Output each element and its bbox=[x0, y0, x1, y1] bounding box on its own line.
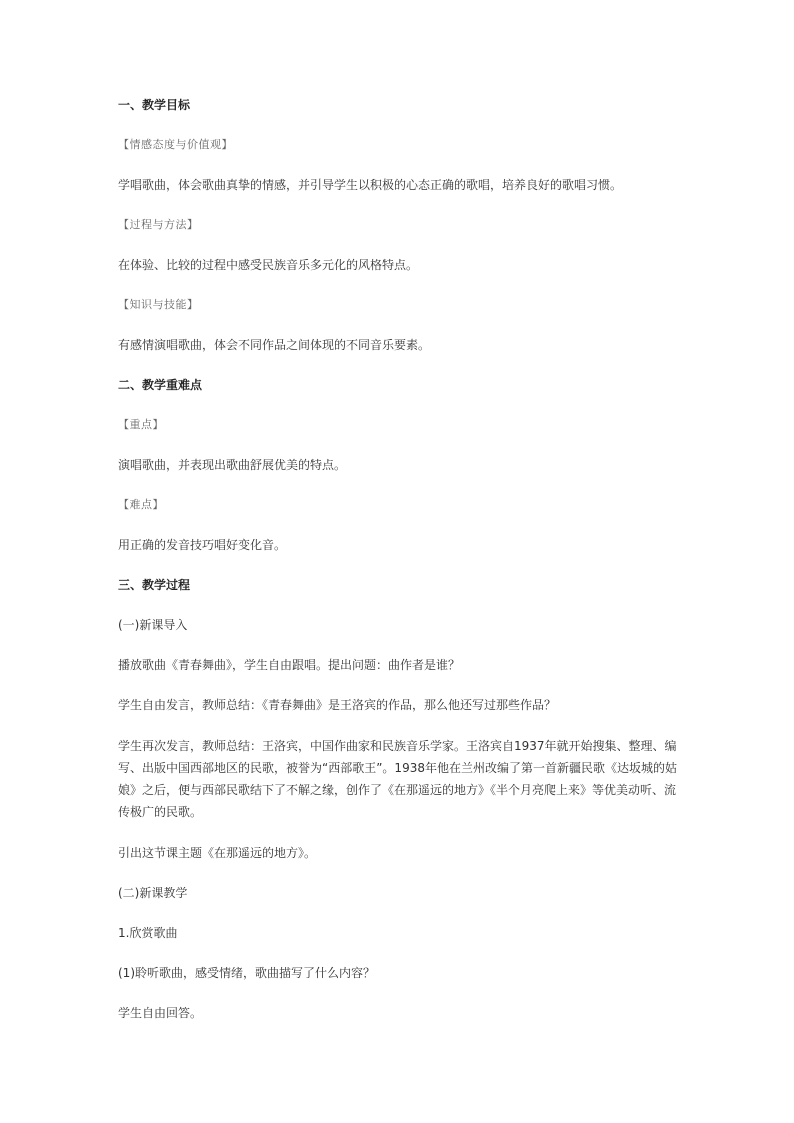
subsection-title-intro: (一)新课导入 bbox=[118, 618, 188, 632]
subsection-title-teaching: (二)新课教学 bbox=[118, 886, 188, 900]
paragraph-intro-1: 播放歌曲《青春舞曲》，学生自由跟唱。提出问题：曲作者是谁？ bbox=[118, 658, 461, 672]
paragraph-intro-3: 学生再次发言，教师总结：王洛宾，中国作曲家和民族音乐学家。王洛宾自1937年就开始搜集、整理、编写、出版中国西部地区的民歌，被誉为“西部歌王”。1938年他在兰州改编了第一首新疆民歌《达坂城的姑娘》之后，便与西部民歌结下了不解之缘，创作了《在那遥远的地方》《半个月亮爬上来》等优美动听、流传极广的民歌。 bbox=[118, 739, 677, 819]
question-listen-song: (1)聆听歌曲，感受情绪，歌曲描写了什么内容？ bbox=[118, 966, 375, 980]
tag-emotion-attitude: 【情感态度与价值观】 bbox=[118, 138, 233, 151]
paragraph-knowledge: 有感情演唱歌曲，体会不同作品之间体现的不同音乐要素。 bbox=[118, 338, 431, 352]
paragraph-emotion: 学唱歌曲，体会歌曲真挚的情感，并引导学生以积极的心态正确的歌唱，培养良好的歌唱习惯。 bbox=[118, 178, 623, 192]
paragraph-intro-4: 引出这节课主题《在那遥远的地方》。 bbox=[118, 846, 317, 860]
tag-difficulty: 【难点】 bbox=[118, 498, 164, 511]
section-title-process: 三、教学过程 bbox=[118, 578, 191, 592]
section-title-keypoints: 二、教学重难点 bbox=[118, 378, 203, 392]
paragraph-focus: 演唱歌曲，并表现出歌曲舒展优美的特点。 bbox=[118, 458, 347, 472]
answer-free-response: 学生自由回答。 bbox=[118, 1006, 203, 1020]
tag-focus: 【重点】 bbox=[118, 418, 164, 431]
section-title-objectives: 一、教学目标 bbox=[118, 98, 191, 112]
paragraph-process: 在体验、比较的过程中感受民族音乐多元化的风格特点。 bbox=[118, 258, 419, 272]
paragraph-intro-2: 学生自由发言，教师总结：《青春舞曲》是王洛宾的作品，那么他还写过那些作品？ bbox=[118, 698, 557, 712]
sub-item-appreciate-song: 1.欣赏歌曲 bbox=[118, 926, 178, 940]
paragraph-difficulty: 用正确的发音技巧唱好变化音。 bbox=[118, 538, 287, 552]
tag-knowledge-skill: 【知识与技能】 bbox=[118, 298, 199, 311]
tag-process-method: 【过程与方法】 bbox=[118, 218, 199, 231]
